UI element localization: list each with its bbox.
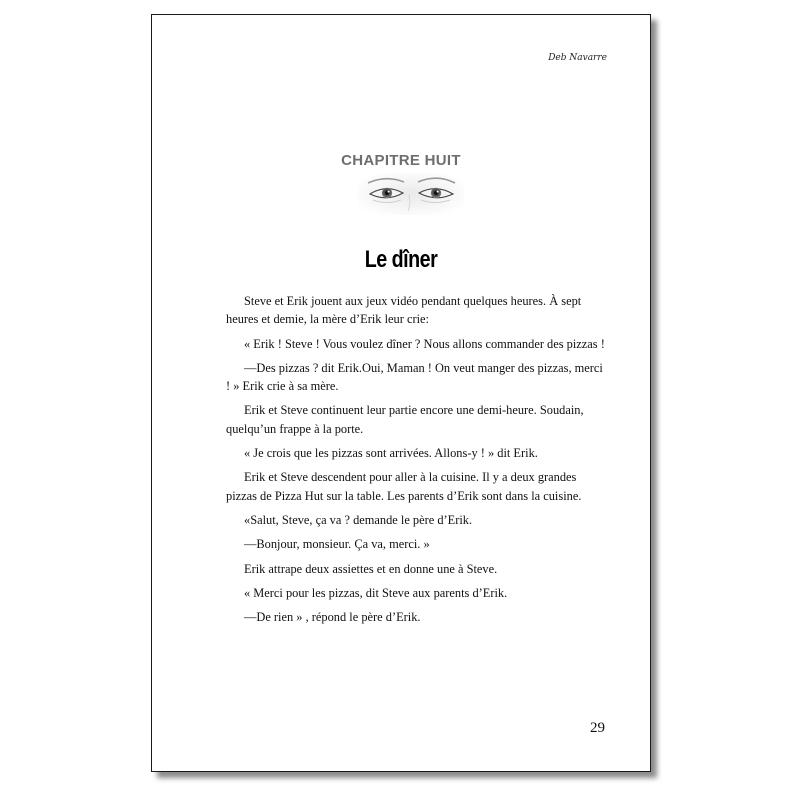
page-number: 29 — [590, 720, 605, 736]
chapter-title: Le dîner — [364, 246, 438, 273]
running-head-author: Deb Navarre — [548, 53, 607, 63]
book-page — [151, 14, 651, 772]
paragraph: « Erik ! Steve ! Vous voulez dîner ? Nous allons commander des pizzas ! — [244, 336, 605, 351]
paragraph: Steve et Erik jouent aux jeux vidéo pendant quelques heures. À sept heures et demie, la mère d’Erik leur crie: — [226, 294, 582, 327]
chapter-label: CHAPITRE HUIT — [341, 152, 461, 169]
paragraph: « Je crois que les pizzas sont arrivées. Allons-y ! » dit Erik. — [244, 446, 538, 461]
chapter-body — [226, 292, 610, 632]
paragraph: «Salut, Steve, ça va ? demande le père d’Erik. — [244, 512, 473, 527]
paragraph: Erik et Steve descendent pour aller à la cuisine. Il y a deux grandes pizzas de Pizza Hut sur la table. Les parents d’Erik sont dans la cuisine. — [226, 470, 582, 503]
eyes-illustration-icon — [358, 173, 464, 215]
paragraph: « Merci pour les pizzas, dit Steve aux parents d’Erik. — [244, 585, 508, 600]
paragraph: —De rien » , répond le père d’Erik. — [244, 610, 421, 625]
paragraph: Erik et Steve continuent leur partie encore une demi-heure. Soudain, quelqu’un frappe à la porte. — [226, 403, 584, 436]
paragraph: —Des pizzas ? dit Erik.Oui, Maman ! On veut manger des pizzas, merci ! » Erik crie à sa mère. — [226, 360, 603, 394]
paragraph: —Bonjour, monsieur. Ça va, merci. » — [244, 537, 430, 552]
paragraph: Erik attrape deux assiettes et en donne une à Steve. — [244, 561, 498, 576]
